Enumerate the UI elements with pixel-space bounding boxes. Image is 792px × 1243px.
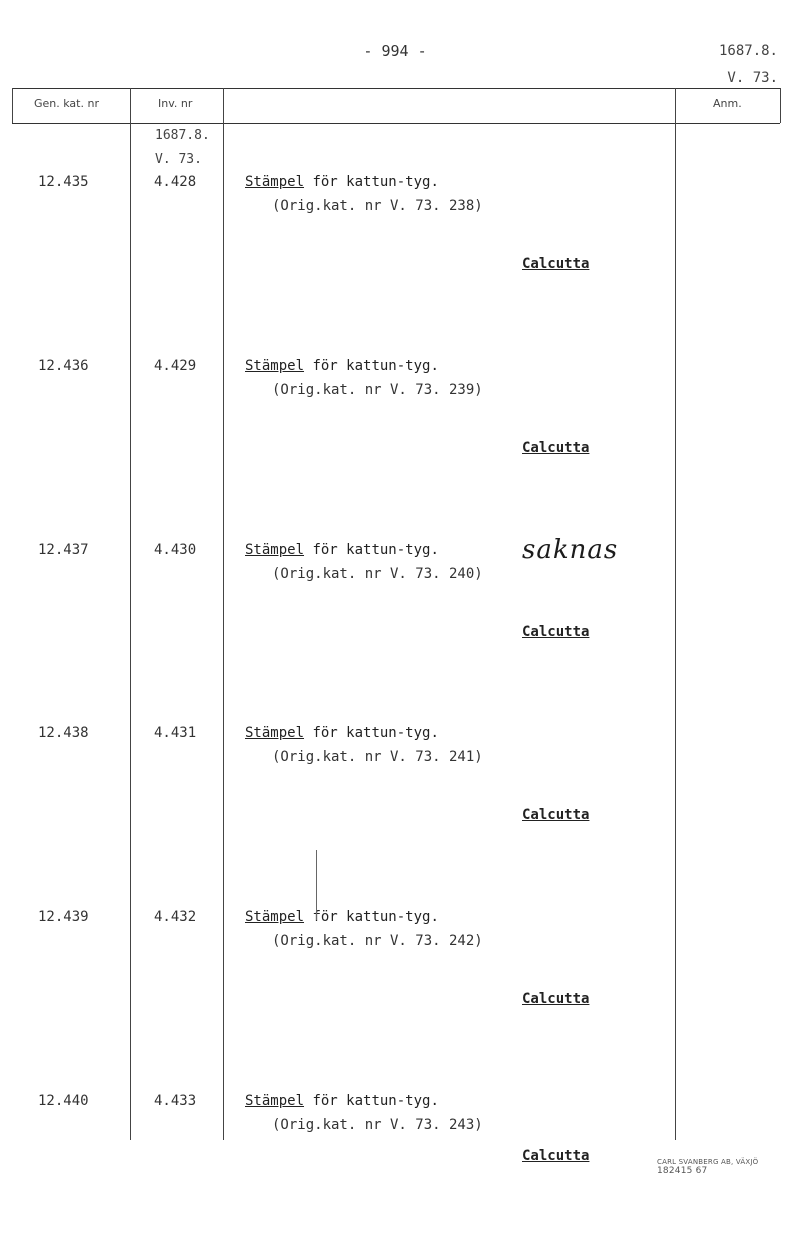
entry-gen-kat-nr: 12.436 (38, 358, 89, 374)
entry-description-head: Stämpel (245, 1093, 305, 1109)
stray-pen-mark (316, 850, 317, 920)
entry-gen-kat-nr: 12.435 (38, 174, 89, 190)
entry-gen-kat-nr: 12.440 (38, 1093, 89, 1109)
entry-description-rest: för kattun-tyg. (304, 725, 439, 741)
entry-description-rest: för kattun-tyg. (304, 174, 439, 190)
entry-orig-kat: (Orig.kat. nr V. 73. 238) (272, 198, 483, 214)
table-top-rule (12, 88, 780, 89)
handwritten-note: saknas (522, 535, 619, 565)
entry-place: Calcutta (522, 807, 590, 823)
entry-description-rest: för kattun-tyg. (304, 358, 439, 374)
entry-description (245, 542, 439, 558)
inv-heading (155, 124, 210, 172)
catalog-entry (0, 909, 792, 1059)
entry-description-rest: för kattun-tyg. (304, 909, 439, 925)
entry-description (245, 1093, 439, 1109)
catalog-entry (0, 542, 792, 692)
entry-gen-kat-nr: 12.437 (38, 542, 89, 558)
entry-orig-kat: (Orig.kat. nr V. 73. 241) (272, 749, 483, 765)
catalog-reference (719, 38, 778, 92)
entry-place: Calcutta (522, 1148, 590, 1164)
entry-description-head: Stämpel (245, 174, 305, 190)
entry-place: Calcutta (522, 624, 590, 640)
catalog-reference-line1: 1687.8. (718, 43, 778, 59)
entry-place: Calcutta (522, 991, 590, 1007)
entry-orig-kat: (Orig.kat. nr V. 73. 242) (272, 933, 483, 949)
header-inv-nr: Inv. nr (158, 97, 193, 110)
entry-description-head: Stämpel (245, 909, 305, 925)
catalog-entry (0, 725, 792, 875)
page-number: - 994 - (363, 42, 427, 60)
entry-inv-nr: 4.432 (154, 909, 197, 925)
inv-heading-line1: 1687.8. (155, 128, 210, 143)
catalog-entry (0, 174, 792, 324)
entry-description (245, 725, 439, 741)
table-left-edge (12, 88, 13, 123)
entry-inv-nr: 4.429 (154, 358, 197, 374)
header-anm: Anm. (713, 97, 742, 110)
entry-description (245, 174, 439, 190)
entry-orig-kat: (Orig.kat. nr V. 73. 240) (272, 566, 483, 582)
inv-heading-line2: V. 73. (155, 152, 202, 167)
entry-description (245, 358, 439, 374)
catalog-reference-line2: V. 73. (727, 70, 778, 86)
table-right-edge (780, 88, 781, 123)
entry-description-head: Stämpel (245, 542, 305, 558)
entry-orig-kat: (Orig.kat. nr V. 73. 239) (272, 382, 483, 398)
catalog-entry (0, 358, 792, 508)
table-header-rule (12, 123, 780, 124)
entry-gen-kat-nr: 12.438 (38, 725, 89, 741)
entry-gen-kat-nr: 12.439 (38, 909, 89, 925)
entry-description-head: Stämpel (245, 725, 305, 741)
entry-description-rest: för kattun-tyg. (304, 1093, 439, 1109)
entry-inv-nr: 4.428 (154, 174, 197, 190)
entry-inv-nr: 4.431 (154, 725, 197, 741)
printer-mark (657, 1158, 792, 1176)
entry-inv-nr: 4.433 (154, 1093, 197, 1109)
entry-inv-nr: 4.430 (154, 542, 197, 558)
entry-description (245, 909, 439, 925)
entry-description-rest: för kattun-tyg. (304, 542, 439, 558)
header-gen-kat-nr: Gen. kat. nr (34, 97, 99, 110)
entry-orig-kat: (Orig.kat. nr V. 73. 243) (272, 1117, 483, 1133)
entry-place: Calcutta (522, 440, 590, 456)
entry-description-head: Stämpel (245, 358, 305, 374)
entry-place: Calcutta (522, 256, 590, 272)
printer-name: CARL SVANBERG AB, VÄXJÖ (657, 1158, 759, 1166)
printer-code: 182415 67 (657, 1166, 708, 1176)
